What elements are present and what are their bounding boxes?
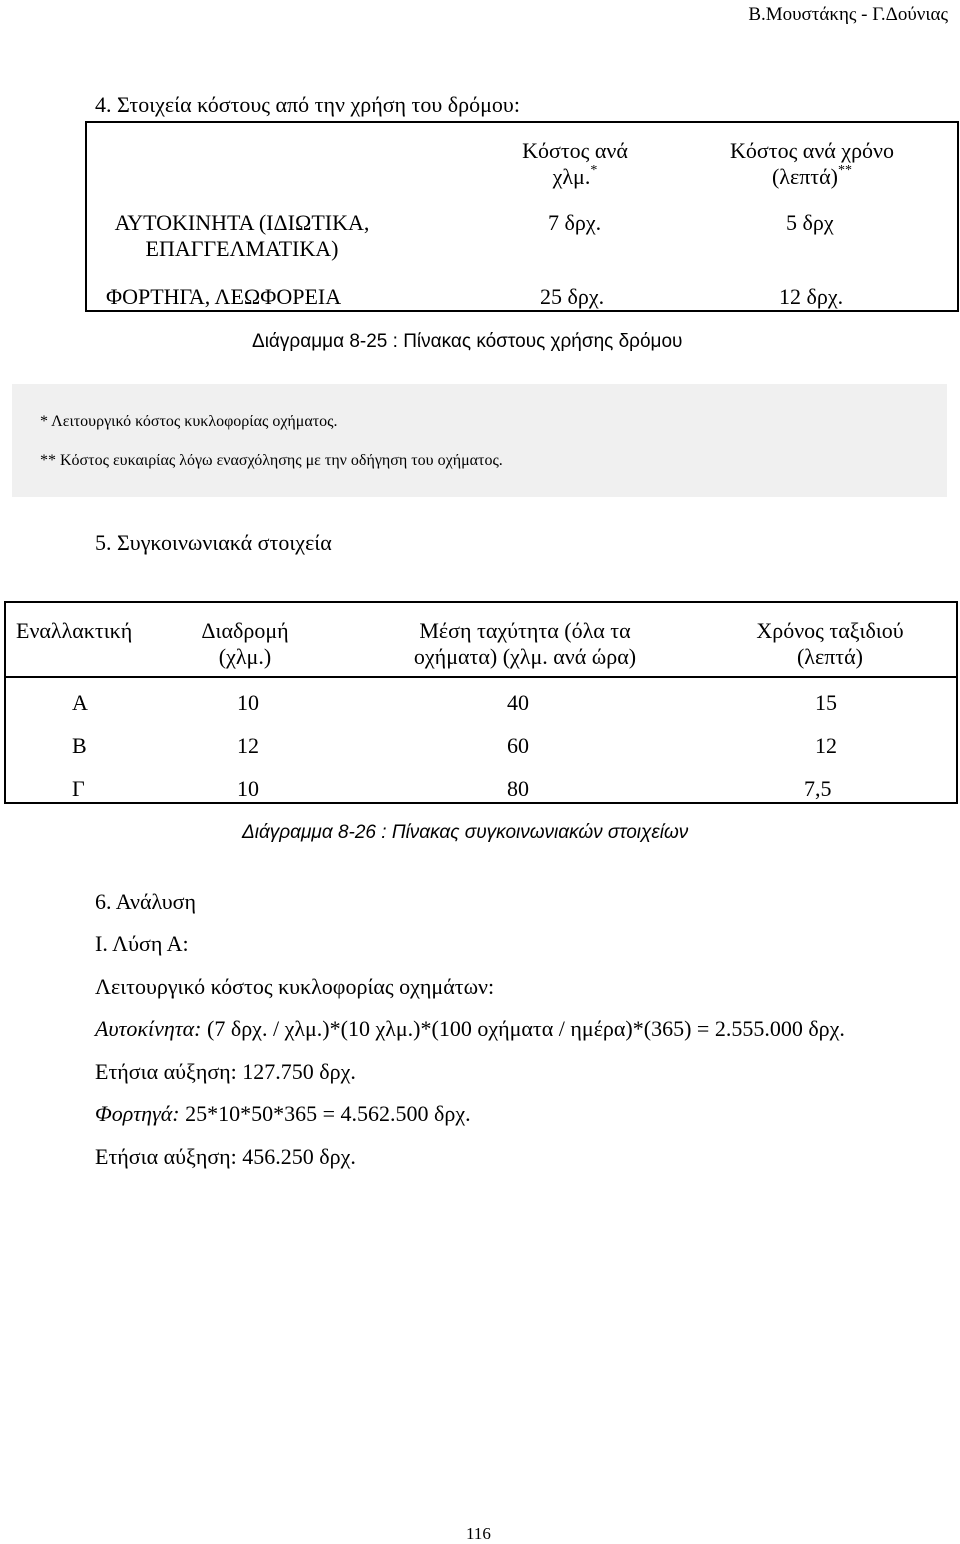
cost-table-row-label: ΦΟΡΤΗΓΑ, ΛΕΩΦΟΡΕΙΑ xyxy=(106,284,342,309)
footnote-mark: * xyxy=(590,163,598,178)
table-cell: 12 xyxy=(815,733,837,758)
transport-header-route: Διαδρομή (χλμ.) xyxy=(201,618,289,669)
table-cell: 12 xyxy=(237,733,259,758)
cars-label: Αυτοκίνητα: xyxy=(95,1016,202,1041)
table-cell: Γ xyxy=(72,776,85,801)
trucks-calc: 25*10*50*365 = 4.562.500 δρχ. xyxy=(179,1101,471,1126)
section-6-heading: 6. Ανάλυση xyxy=(95,889,197,914)
caption-8-25: Διάγραμμα 8-25 : Πίνακας κόστους χρήσης δρόμου xyxy=(252,331,683,352)
section-5-heading: 5. Συγκοινωνιακά στοιχεία xyxy=(95,530,332,555)
cost-table-cell: 7 δρχ. xyxy=(548,210,602,235)
cost-table-cell: 12 δρχ. xyxy=(779,284,844,309)
trucks-annual-increase: Ετήσια αύξηση: 456.250 δρχ. xyxy=(95,1144,356,1169)
transport-header-speed: Μέση ταχύτητα (όλα τα οχήματα) (χλμ. ανά ώρα) xyxy=(413,618,637,669)
cars-calc: (7 δρχ. / χλμ.)*(10 χλμ.)*(100 οχήματα / ημέρα)*(365) = 2.555.000 δρχ. xyxy=(201,1016,845,1041)
cars-annual-increase: Ετήσια αύξηση: 127.750 δρχ. xyxy=(95,1059,356,1084)
cost-table-cell: 25 δρχ. xyxy=(540,284,605,309)
table-cell: 60 xyxy=(507,733,529,758)
table-cell: Β xyxy=(72,733,87,758)
table-cell: 10 xyxy=(237,776,259,801)
trucks-calculation xyxy=(95,1101,471,1127)
cost-table-row-label: ΑΥΤΟΚΙΝΗΤΑ (ΙΔΙΩΤΙΚΑ, ΕΠΑΓΓΕΛΜΑΤΙΚΑ) xyxy=(114,210,370,261)
notes-box xyxy=(12,384,947,497)
table-cell: 40 xyxy=(507,690,529,715)
cars-calculation xyxy=(95,1016,845,1042)
table-cell: 7,5 xyxy=(804,776,832,801)
table-cell: Α xyxy=(72,690,88,715)
note-2: ** Κόστος ευκαιρίας λόγω ενασχόλησης με την οδήγηση του οχήματος. xyxy=(40,452,503,469)
transport-header-time: Χρόνος ταξιδιού (λεπτά) xyxy=(756,618,904,669)
running-header: Β.Μουστάκης - Γ.Δούνιας xyxy=(748,4,948,25)
note-1: * Λειτουργικό κόστος κυκλοφορίας οχήματος. xyxy=(40,413,338,430)
cost-table-cell: 5 δρχ xyxy=(786,210,834,235)
table-cell: 10 xyxy=(237,690,259,715)
operating-cost-intro: Λειτουργικό κόστος κυκλοφορίας οχημάτων: xyxy=(95,974,495,999)
table-header-rule xyxy=(4,676,958,678)
table-cell: 80 xyxy=(507,776,529,801)
table-cell: 15 xyxy=(815,690,837,715)
transport-header-alternative: Εναλλακτική xyxy=(16,618,133,643)
solution-a-heading: Ι. Λύση Α: xyxy=(95,931,189,956)
trucks-label: Φορτηγά: xyxy=(95,1101,180,1126)
page-number: 116 xyxy=(466,1524,491,1543)
section-4-heading: 4. Στοιχεία κόστους από την χρήση του δρόμου: xyxy=(95,92,520,117)
footnote-mark: ** xyxy=(838,163,853,178)
cost-table-header-per-km: Κόστος ανά χλμ.* xyxy=(522,138,628,189)
caption-8-26: Διάγραμμα 8-26 : Πίνακας συγκοινωνιακών στοιχείων xyxy=(242,822,689,843)
cost-table-header-per-time: Κόστος ανά χρόνο (λεπτά)** xyxy=(730,138,894,189)
